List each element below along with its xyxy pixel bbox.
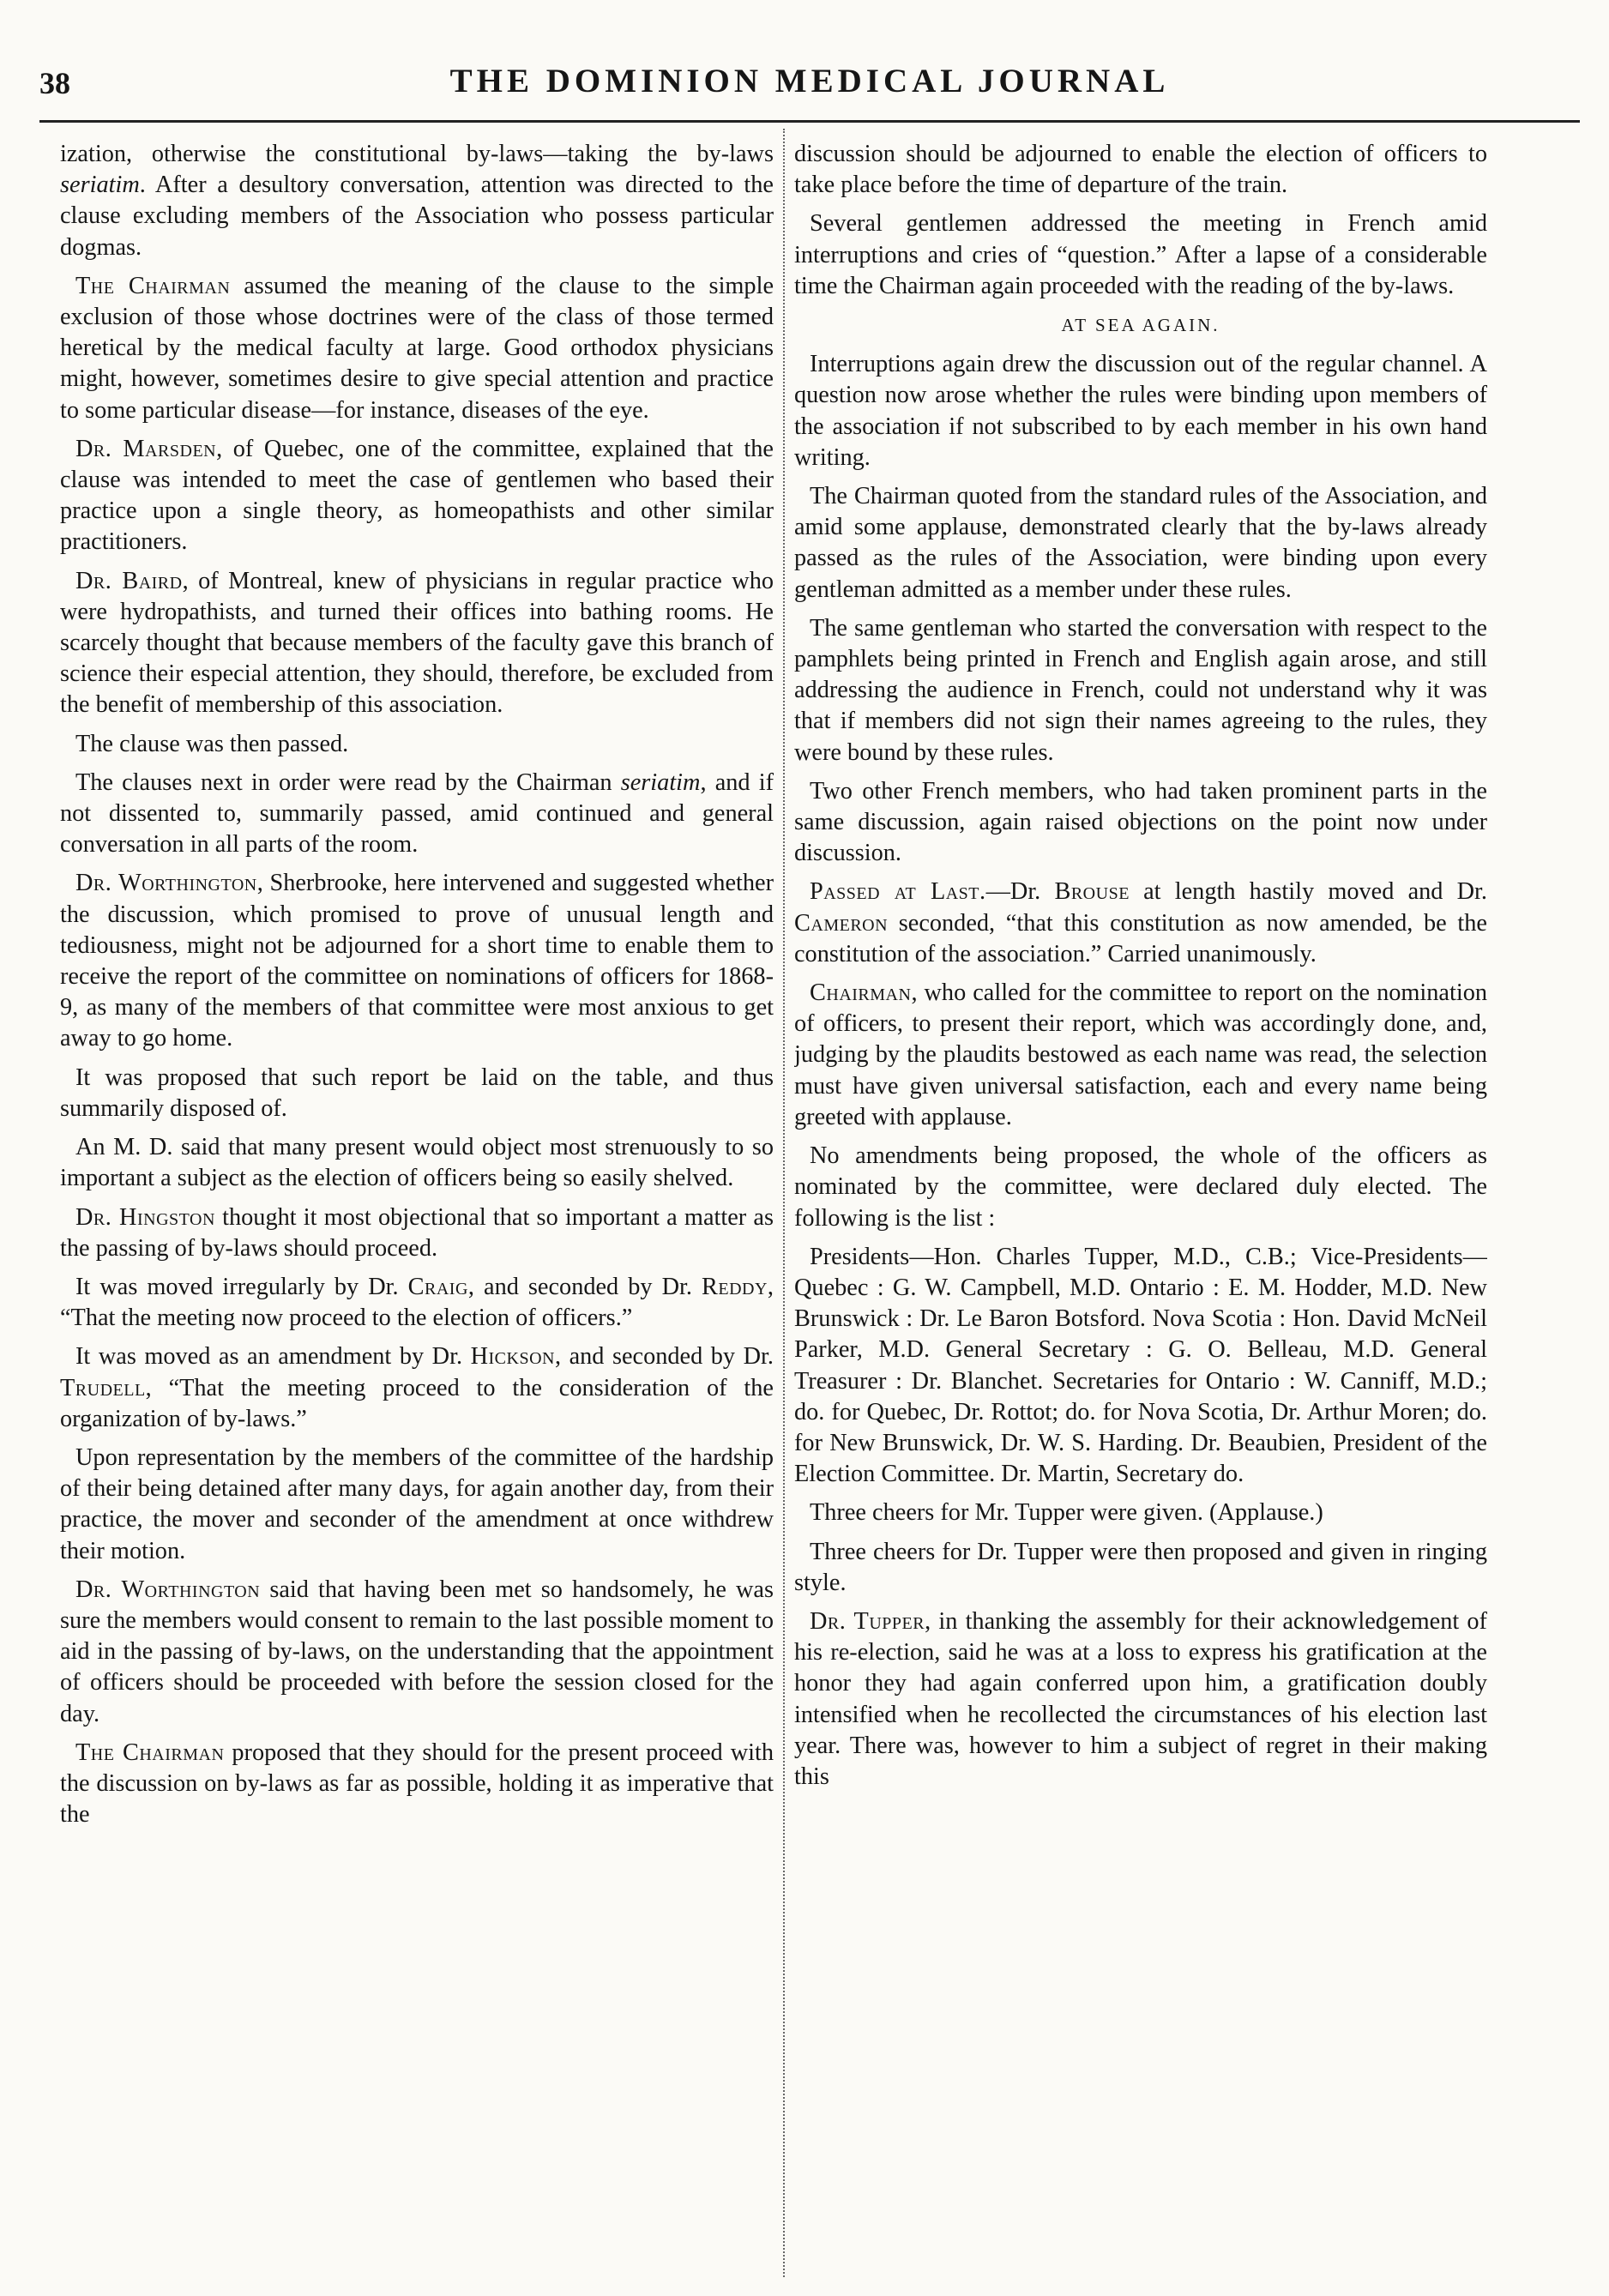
paragraph: It was moved as an amendment by Dr. Hickson, and seconded by Dr. Trudell, “That the meeting proceed to the consideration of the organization of by-laws.” <box>60 1343 774 1432</box>
column-divider <box>783 129 785 2277</box>
paragraph: Three cheers for Mr. Tupper were given. (Applause.) <box>810 1499 1323 1527</box>
paragraph: The same gentleman who started the conversation with respect to the pamphlets being printed in French and English again arose, and still addressing the audience in French, could not understand why it was that if members did not sign their names agreeing to the rules, they were bound by these rules. <box>794 614 1487 766</box>
running-title: THE DOMINION MEDICAL JOURNAL <box>449 63 1170 99</box>
paragraph: No amendments being proposed, the whole of the officers as nominated by the committee, were declared duly elected. The following is the list : <box>794 1142 1487 1232</box>
paragraph: Two other French members, who had taken prominent parts in the same discussion, again raised objections on the point now under discussion. <box>794 777 1487 867</box>
paragraph: Dr. Marsden, of Quebec, one of the committee, explained that the clause was intended to meet the case of gentlemen who based their practice upon a single theory, as homeopathists and other similar practitioners. <box>60 435 774 556</box>
paragraph: An M. D. said that many present would object most strenuously to so important a subject as the election of officers being so easily shelved. <box>60 1134 774 1192</box>
page-number: 38 <box>39 66 70 100</box>
paragraph: Dr. Tupper, in thanking the assembly for their acknowledgement of his re-election, said he was at a loss to express his gratification at the honor they had again conferred upon him, a gratification doubly intensified when he recollected the circumstances of his election last year. There was, however to him a subject of regret in their making this <box>794 1607 1487 1790</box>
page-header <box>39 62 1580 110</box>
paragraph: It was moved irregularly by Dr. Craig, and seconded by Dr. Reddy, “That the meeting now proceed to the election of officers.” <box>60 1273 774 1332</box>
paragraph: discussion should be adjourned to enable the election of officers to take place before the time of departure of the train. <box>794 141 1487 199</box>
paragraph: The clauses next in order were read by the Chairman seriatim, and if not dissented to, summarily passed, amid continued and general conversation in all parts of the room. <box>60 768 774 859</box>
left-column <box>60 139 774 2275</box>
paragraph: Passed at Last.—Dr. Brouse at length hastily moved and Dr. Cameron seconded, “that this constitution as now amended, be the constitution of the association.” Carried unanimously. <box>794 878 1487 967</box>
paragraph: The Chairman proposed that they should for the present proceed with the discussion on by-laws as far as possible, holding it as imperative that the <box>60 1739 774 1829</box>
paragraph: The Chairman assumed the meaning of the clause to the simple exclusion of those whose doctrines were of the class of those termed heretical by the medical faculty at large. Good orthodox physicians might, however, sometimes desire to give special attention and practice to some particular disease—for instance, diseases of the eye. <box>60 272 774 424</box>
paragraph: Dr. Worthington, Sherbrooke, here intervened and suggested whether the discussion, which promised to prove of unusual length and tediousness, might not be adjourned for a short time to enable them to receive the report of the committee on nominations of officers for 1868-9, as many of the members of that committee were most anxious to get away to go home. <box>60 870 774 1052</box>
paragraph: Interruptions again drew the discussion out of the regular channel. A question now arose whether the rules were binding upon members of the association if not subscribed to by each member in his own hand writing. <box>794 351 1487 471</box>
header-rule <box>39 120 1580 123</box>
paragraph: Dr. Hingston thought it most objectional that so important a matter as the passing of by-laws should proceed. <box>60 1203 774 1262</box>
paragraph: Three cheers for Dr. Tupper were then proposed and given in ringing style. <box>794 1538 1487 1596</box>
paragraph: The clause was then passed. <box>75 730 349 757</box>
paragraph: It was proposed that such report be laid on the table, and thus summarily disposed of. <box>60 1064 774 1122</box>
paragraph: Dr. Baird, of Montreal, knew of physicians in regular practice who were hydropathists, and turned their offices into bathing rooms. He scarcely thought that because members of the faculty gave this branch of science their especial attention, they should, therefore, be excluded from the benefit of membership of this association. <box>60 567 774 719</box>
right-column <box>794 139 1487 2275</box>
paragraph: The Chairman quoted from the standard rules of the Association, and amid some applause, demonstrated clearly that the by-laws already passed as the rules of the Association, were binding upon every gentleman admitted as a member under these rules. <box>794 483 1487 603</box>
paragraph: Dr. Worthington said that having been met so handsomely, he was sure the members would consent to remain to the last possible moment to aid in the passing of by-laws, on the understanding that the appointment of officers should be proceeded with before the session closed for the day. <box>60 1576 774 1727</box>
paragraph: ization, otherwise the constitutional by-laws—taking the by-laws seriatim. After a desultory conversation, attention was directed to the clause excluding members of the Association who possess particular dogmas. <box>60 141 774 261</box>
paragraph: Several gentlemen addressed the meeting in French amid interruptions and cries of “question.” After a lapse of a considerable time the Chairman again proceeded with the reading of the by-laws. <box>794 210 1487 299</box>
section-subheading: AT SEA AGAIN. <box>1061 315 1220 336</box>
officer-list: Presidents—Hon. Charles Tupper, M.D., C.B.; Vice-Presidents—Quebec : G. W. Campbell, M.D. Ontario : E. M. Hodder, M.D. New Brunswick : Dr. Le Baron Botsford. Nova Scotia : Hon. David McNeil Parker, M.D. General Secretary : G. O. Belleau, M.D. General Treasurer : Dr. Blanchet. Secretaries for Ontario : W. Canniff, M.D.; do. for Quebec, Dr. Rottot; do. for Nova Scotia, Dr. Arthur Moren; do. for New Brunswick, Dr. W. S. Harding. Dr. Beaubien, President of the Election Committee. Dr. Martin, Secretary do. <box>794 1243 1487 1488</box>
paragraph: Chairman, who called for the committee to report on the nomination of officers, to present their report, which was accordingly done, and, judging by the plaudits bestowed as each name was read, the selection must have given universal satisfaction, each and every name being greeted with applause. <box>794 979 1487 1130</box>
paragraph: Upon representation by the members of the committee of the hardship of their being detained after many days, for again another day, from their practice, the mover and seconder of the amendment at once withdrew their motion. <box>60 1443 774 1564</box>
